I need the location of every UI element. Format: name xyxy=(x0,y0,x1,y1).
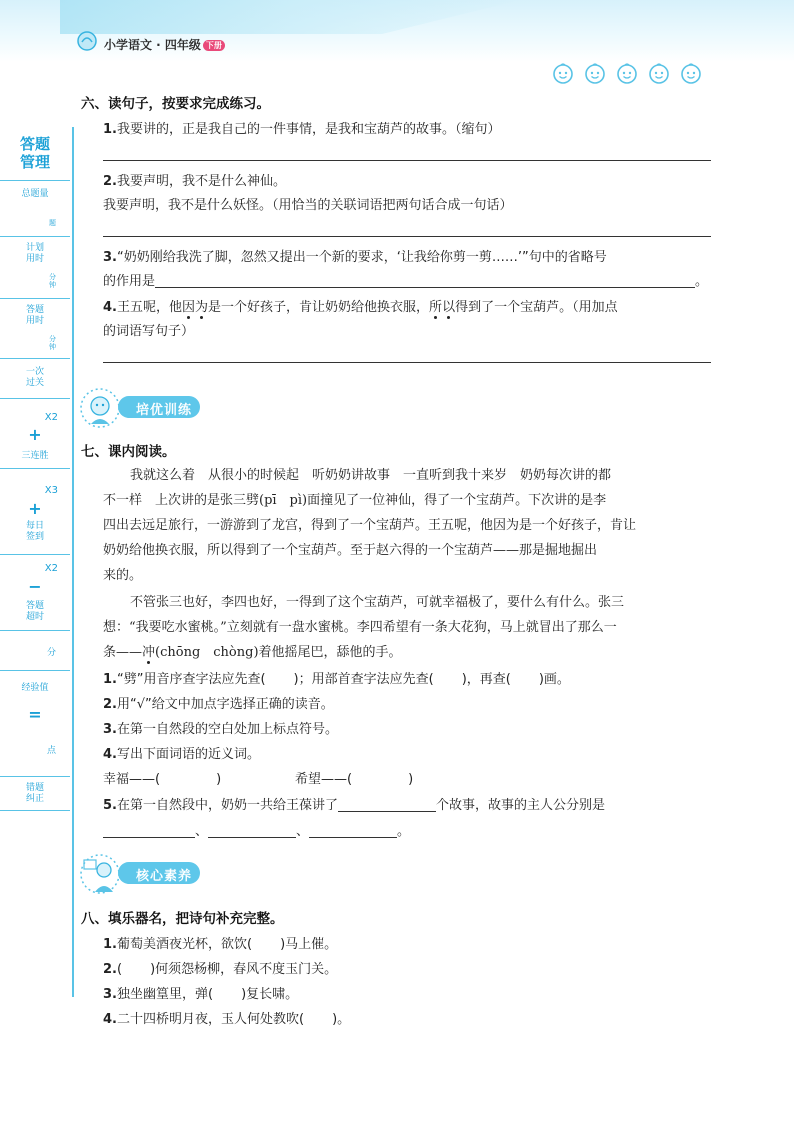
s6-q3-cont: 的作用是 。 xyxy=(103,274,709,289)
section-banner-core xyxy=(78,852,238,892)
banner-label: 核心素养 xyxy=(136,869,193,884)
sidebar-heading-line: 答题 xyxy=(19,135,50,153)
smiley-face-icon xyxy=(648,62,670,84)
sidebar-fix xyxy=(0,777,70,811)
s7-q5: 5.在第一自然段中，奶奶一共给王葆讲了 个故事，故事的主人公分别是 xyxy=(103,798,606,813)
s7-q2: 2.用“√”给文中加点字选择正确的读音。 xyxy=(103,697,334,712)
smiley-face-icon xyxy=(584,62,606,84)
passage-line: 不管张三也好，李四也好，一得到了这个宝葫芦，可就幸福极了，要什么有什么。张三 xyxy=(130,595,625,610)
sidebar-heading xyxy=(0,127,70,181)
passage-line: 来的。 xyxy=(103,568,143,583)
banner-label: 培优训练 xyxy=(136,403,193,418)
sidebar-daily xyxy=(0,469,70,555)
plus-icon: + xyxy=(28,499,42,518)
sidebar-total-label: 总题量 xyxy=(21,189,49,199)
sidebar-exp xyxy=(0,671,70,777)
sidebar-exp-label: 经验值 xyxy=(21,683,49,693)
sidebar-once xyxy=(0,359,70,399)
sidebar-multiplier: X2 xyxy=(44,412,58,423)
minus-icon: − xyxy=(28,577,42,596)
s6-q3: 3.“奶奶刚给我洗了脚，忽然又提出一个新的要求，‘让我给你剪一剪……’”句中的省略号 xyxy=(103,250,607,265)
header-title xyxy=(104,36,225,53)
passage-line: 条——冲(chōng chòng)着他摇尾巴，舔他的手。 xyxy=(103,645,402,660)
s7-q5-cont: 、 、 。 xyxy=(103,820,410,839)
sidebar-score-unit: 分 xyxy=(46,648,56,658)
sidebar-daily-label: 每日 签到 xyxy=(25,521,44,542)
sidebar-planned-label: 计划 用时 xyxy=(25,243,44,264)
sidebar-overtime-label: 答题 超时 xyxy=(25,601,44,622)
s7-synonym-1: 幸福——( ) xyxy=(103,772,222,787)
s8-q3: 3.独坐幽篁里，弹( )复长啸。 xyxy=(103,987,299,1002)
smiley-row xyxy=(552,62,702,84)
smiley-face-icon xyxy=(680,62,702,84)
sidebar-multiplier: X3 xyxy=(44,485,58,496)
sidebar-point-unit: 点 xyxy=(46,746,56,756)
sidebar-fix-label: 错题 纠正 xyxy=(25,783,44,804)
plus-icon: + xyxy=(28,425,42,444)
s6-q4: 4.王五呢，他因为是一个好孩子，肯让奶奶给他换衣服，所以得到了一个宝葫芦。（用加点 xyxy=(103,300,618,315)
passage-line: 我就这么着 从很小的时候起 听奶奶讲故事 一直听到我十来岁 奶奶每次讲的都 xyxy=(130,468,612,483)
s7-q3: 3.在第一自然段的空白处加上标点符号。 xyxy=(103,722,338,737)
s6-q4-cont: 的词语写句子） xyxy=(103,324,195,339)
smiley-face-icon xyxy=(616,62,638,84)
sidebar-overtime xyxy=(0,555,70,631)
sidebar-answer-time xyxy=(0,299,70,359)
passage-line: 奶奶给他换衣服，所以得到了一个宝葫芦。至于赵六得的一个宝葫芦——那是掘地掘出 xyxy=(103,543,598,558)
passage-line: 不一样 上次讲的是张三劈(pī pì)面撞见了一位神仙，得了一个宝葫芦。下次讲的是李 xyxy=(103,493,607,508)
s8-q2: 2.( )何须怨杨柳，春风不度玉门关。 xyxy=(103,962,338,977)
s7-q5-blank[interactable] xyxy=(338,797,436,812)
section-banner-excellence xyxy=(78,386,238,426)
sidebar-streak xyxy=(0,399,70,469)
s6-q2-answer-line[interactable] xyxy=(103,236,711,237)
sidebar-streak-label: 三连胜 xyxy=(21,451,49,461)
section-7-title: 七、课内阅读。 xyxy=(81,444,176,460)
sidebar-answer-label: 答题 用时 xyxy=(25,305,44,326)
s7-q1: 1.“劈”用音序查字法应先查( )；用部首查字法应先查( )，再查( )画。 xyxy=(103,672,570,687)
sidebar-heading-line: 管理 xyxy=(19,153,50,171)
s7-q5-blank[interactable] xyxy=(103,823,195,838)
s6-q3-blank[interactable] xyxy=(155,273,695,288)
section-6-title: 六、读句子，按要求完成练习。 xyxy=(81,96,270,112)
answer-management-sidebar xyxy=(0,127,74,997)
smiley-face-icon xyxy=(552,62,574,84)
sidebar-planned-unit: 分 钟 xyxy=(49,273,56,289)
s7-synonym-2: 希望——( ) xyxy=(295,772,414,787)
s7-q5-blank[interactable] xyxy=(208,823,296,838)
logo-icon xyxy=(76,30,98,52)
sidebar-total xyxy=(0,181,70,237)
s8-q4: 4.二十四桥明月夜，玉人何处教吹( )。 xyxy=(103,1012,351,1027)
passage-line: 四出去远足旅行，一游游到了龙宫，得到了一个宝葫芦。王五呢，他因为是一个好孩子，肯让 xyxy=(103,518,637,533)
s6-q4-answer-line[interactable] xyxy=(103,362,711,363)
s8-q1: 1.葡萄美酒夜光杯，欲饮( )马上催。 xyxy=(103,937,338,952)
sidebar-answer-unit: 分 钟 xyxy=(49,335,56,351)
sidebar-planned-time xyxy=(0,237,70,299)
sidebar-total-unit: 题 xyxy=(49,219,56,227)
s6-q1: 1.我要讲的，正是我自己的一件事情，是我和宝葫芦的故事。（缩句） xyxy=(103,122,501,137)
passage-line: 想：“我要吃水蜜桃。”立刻就有一盘水蜜桃。李四希望有一条大花狗，马上就冒出了那么一 xyxy=(103,620,617,635)
sidebar-score xyxy=(0,631,70,671)
header-title-text: 小学语文 · 四年级 xyxy=(104,38,201,52)
section-8-title: 八、填乐器名，把诗句补充完整。 xyxy=(81,911,284,927)
s7-q5-blank[interactable] xyxy=(309,823,397,838)
sidebar-once-label: 一次 过关 xyxy=(25,367,44,388)
s6-q2: 2.我要声明，我不是什么神仙。 xyxy=(103,174,286,189)
s6-q2-cont: 我要声明，我不是什么妖怪。（用恰当的关联词语把两句话合成一句话） xyxy=(103,198,513,213)
grade-badge: 下册 xyxy=(203,40,225,51)
s6-q1-answer-line[interactable] xyxy=(103,160,711,161)
s7-q4: 4.写出下面词语的近义词。 xyxy=(103,747,260,762)
equals-icon: = xyxy=(28,705,42,724)
sidebar-multiplier: X2 xyxy=(44,563,58,574)
